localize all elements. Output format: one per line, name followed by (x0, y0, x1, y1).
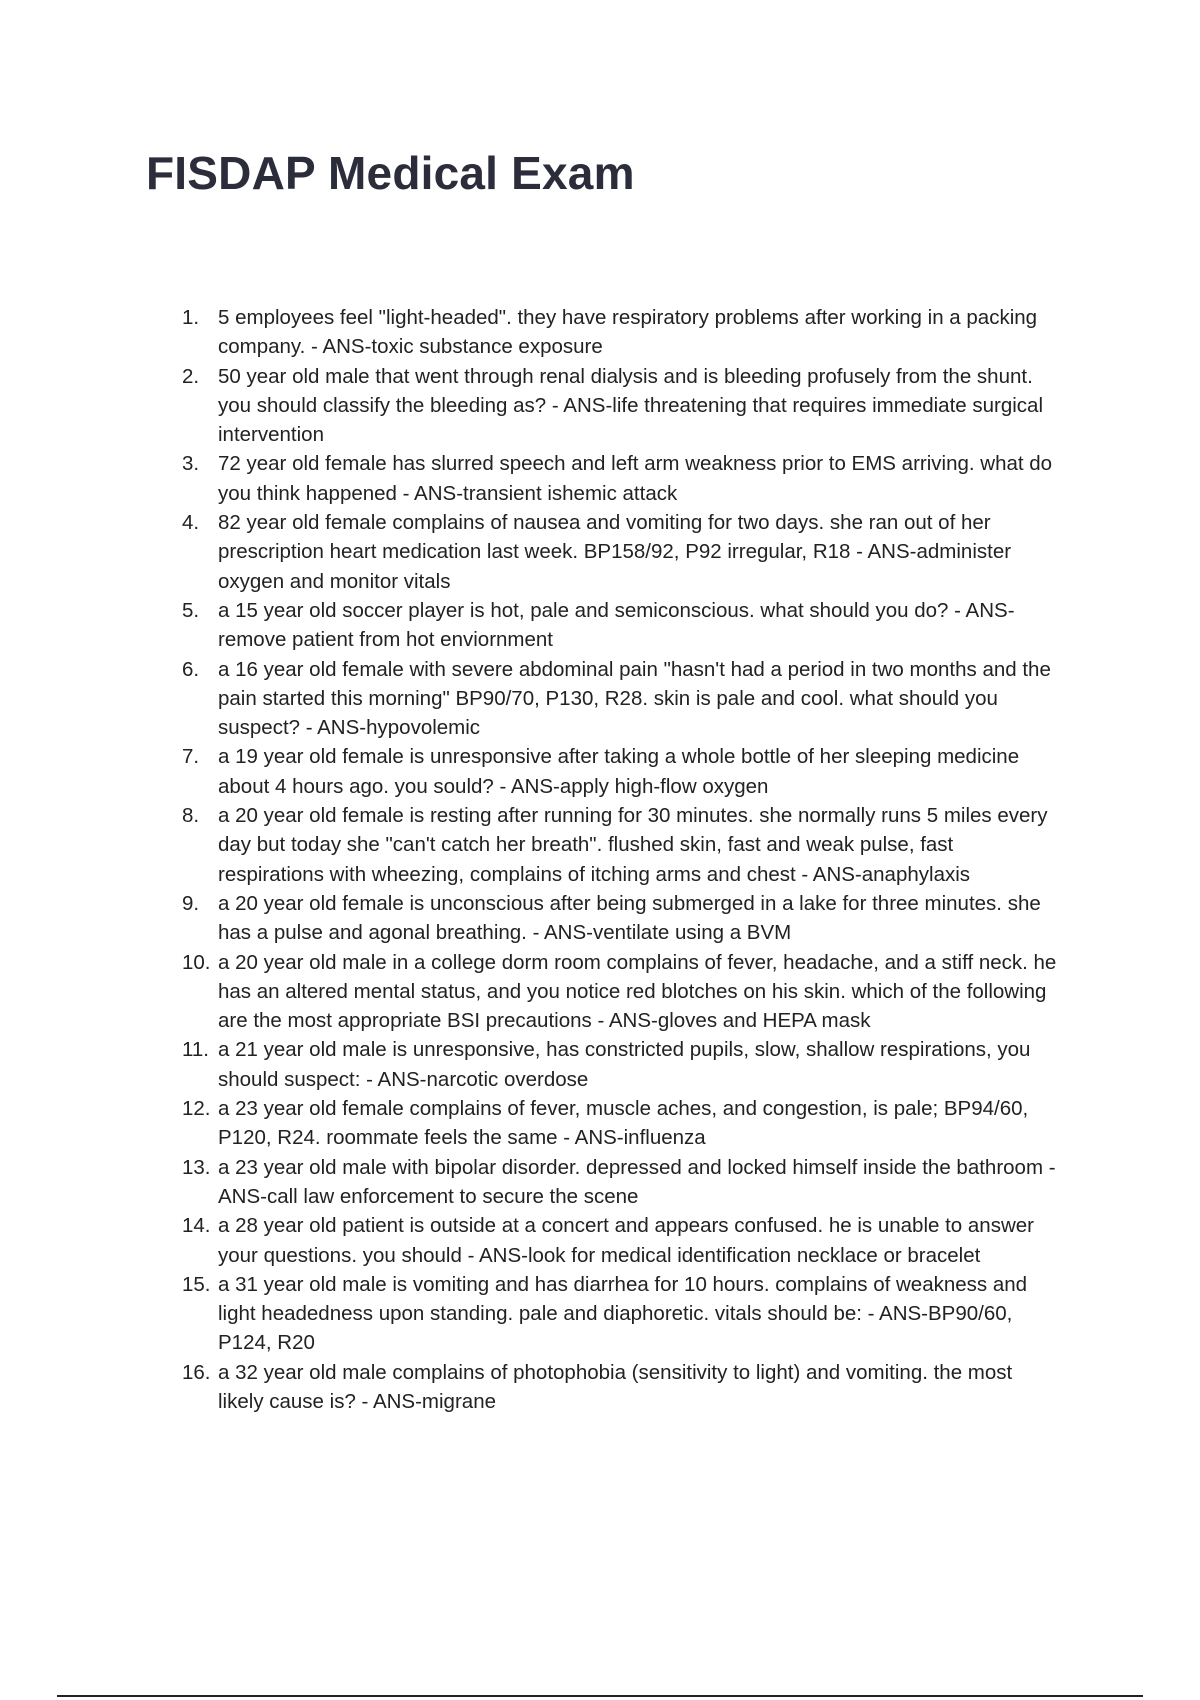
question-text: a 15 year old soccer player is hot, pale and semiconscious. what should you do? - ANS-remove patient from hot enviornment (218, 598, 1015, 652)
bottom-divider (57, 1695, 1143, 1697)
question-item (182, 655, 1062, 743)
question-item (182, 362, 1062, 450)
question-item (182, 303, 1062, 362)
question-item (182, 889, 1062, 948)
question-text: 82 year old female complains of nausea and vomiting for two days. she ran out of her prescription heart medication last week. BP158/92, P92 irregular, R18 - ANS-administer oxygen and monitor vitals (218, 511, 1012, 593)
question-list (182, 303, 1062, 1416)
question-number: 16. (182, 1360, 211, 1384)
question-number: 2. (182, 364, 200, 388)
question-item (182, 1094, 1062, 1153)
question-text: a 20 year old male in a college dorm room complains of fever, headache, and a stiff neck. he has an altered mental status, and you notice red blotches on his skin. which of the following are the most appropriate BSI precautions - ANS-gloves and HEPA mask (218, 950, 1057, 1033)
question-text: 50 year old male that went through renal dialysis and is bleeding profusely from the shunt. you should classify the bleeding as? - ANS-life threatening that requires immediate surgical intervention (218, 364, 1043, 447)
question-item (182, 596, 1062, 655)
question-text: a 19 year old female is unresponsive after taking a whole bottle of her sleeping medicine about 4 hours ago. you sould? - ANS-apply high-flow oxygen (218, 745, 1020, 798)
question-text: a 23 year old male with bipolar disorder. depressed and locked himself inside the bathroom - ANS-call law enforcement to secure the scene (218, 1155, 1056, 1208)
question-item (182, 948, 1062, 1036)
question-text: a 20 year old female is unconscious after being submerged in a lake for three minutes. she has a pulse and agonal breathing. - ANS-ventilate using a BVM (218, 891, 1041, 945)
question-text: 72 year old female has slurred speech and left arm weakness prior to EMS arriving. what do you think happened - ANS-transient ishemic attack (218, 452, 1053, 505)
question-number: 15. (182, 1272, 211, 1296)
question-number: 14. (182, 1214, 211, 1238)
question-number: 1. (182, 306, 200, 329)
question-number: 5. (182, 598, 200, 622)
question-item (182, 801, 1062, 889)
page-title: FISDAP Medical Exam (146, 147, 635, 199)
question-item (182, 1153, 1062, 1212)
question-item (182, 449, 1062, 508)
question-number: 11. (182, 1038, 209, 1062)
question-number: 7. (182, 745, 200, 769)
question-number: 6. (182, 657, 200, 681)
question-item (182, 1035, 1062, 1094)
question-text: a 28 year old patient is outside at a concert and appears confused. he is unable to answer your questions. you should - ANS-look for medical identification necklace or bracelet (218, 1214, 1034, 1267)
question-text: 5 employees feel "light-headed". they have respiratory problems after working in a packing company. - ANS-toxic substance exposure (218, 306, 1038, 359)
question-number: 4. (182, 511, 200, 535)
question-number: 8. (182, 804, 200, 828)
question-number: 9. (182, 891, 200, 915)
question-text: a 20 year old female is resting after running for 30 minutes. she normally runs 5 miles every day but today she "can't catch her breath". flushed skin, fast and weak pulse, fast respirations with wheezing, complains of itching arms and chest - ANS-anaphylaxis (218, 804, 1048, 886)
question-item (182, 1270, 1062, 1358)
question-number: 13. (182, 1155, 211, 1179)
question-text: a 21 year old male is unresponsive, has constricted pupils, slow, shallow respirations, you should suspect: - ANS-narcotic overdose (218, 1038, 1031, 1091)
question-number: 3. (182, 452, 200, 476)
question-number: 12. (182, 1097, 211, 1121)
question-number: 10. (182, 950, 211, 974)
question-item (182, 1358, 1062, 1417)
question-item (182, 508, 1062, 596)
question-text: a 16 year old female with severe abdominal pain "hasn't had a period in two months and the pain started this morning" BP90/70, P130, R28. skin is pale and cool. what should you suspect? - ANS-hypovolemic (218, 657, 1051, 740)
question-item (182, 1211, 1062, 1270)
question-item (182, 742, 1062, 801)
question-text: a 23 year old female complains of fever, muscle aches, and congestion, is pale; BP94/60, P120, R24. roommate feels the same - ANS-influenza (218, 1097, 1029, 1150)
question-text: a 32 year old male complains of photophobia (sensitivity to light) and vomiting. the most likely cause is? - ANS-migrane (218, 1360, 1013, 1413)
question-text: a 31 year old male is vomiting and has diarrhea for 10 hours. complains of weakness and light headedness upon standing. pale and diaphoretic. vitals should be: - ANS-BP90/60, P124, R20 (218, 1272, 1028, 1355)
